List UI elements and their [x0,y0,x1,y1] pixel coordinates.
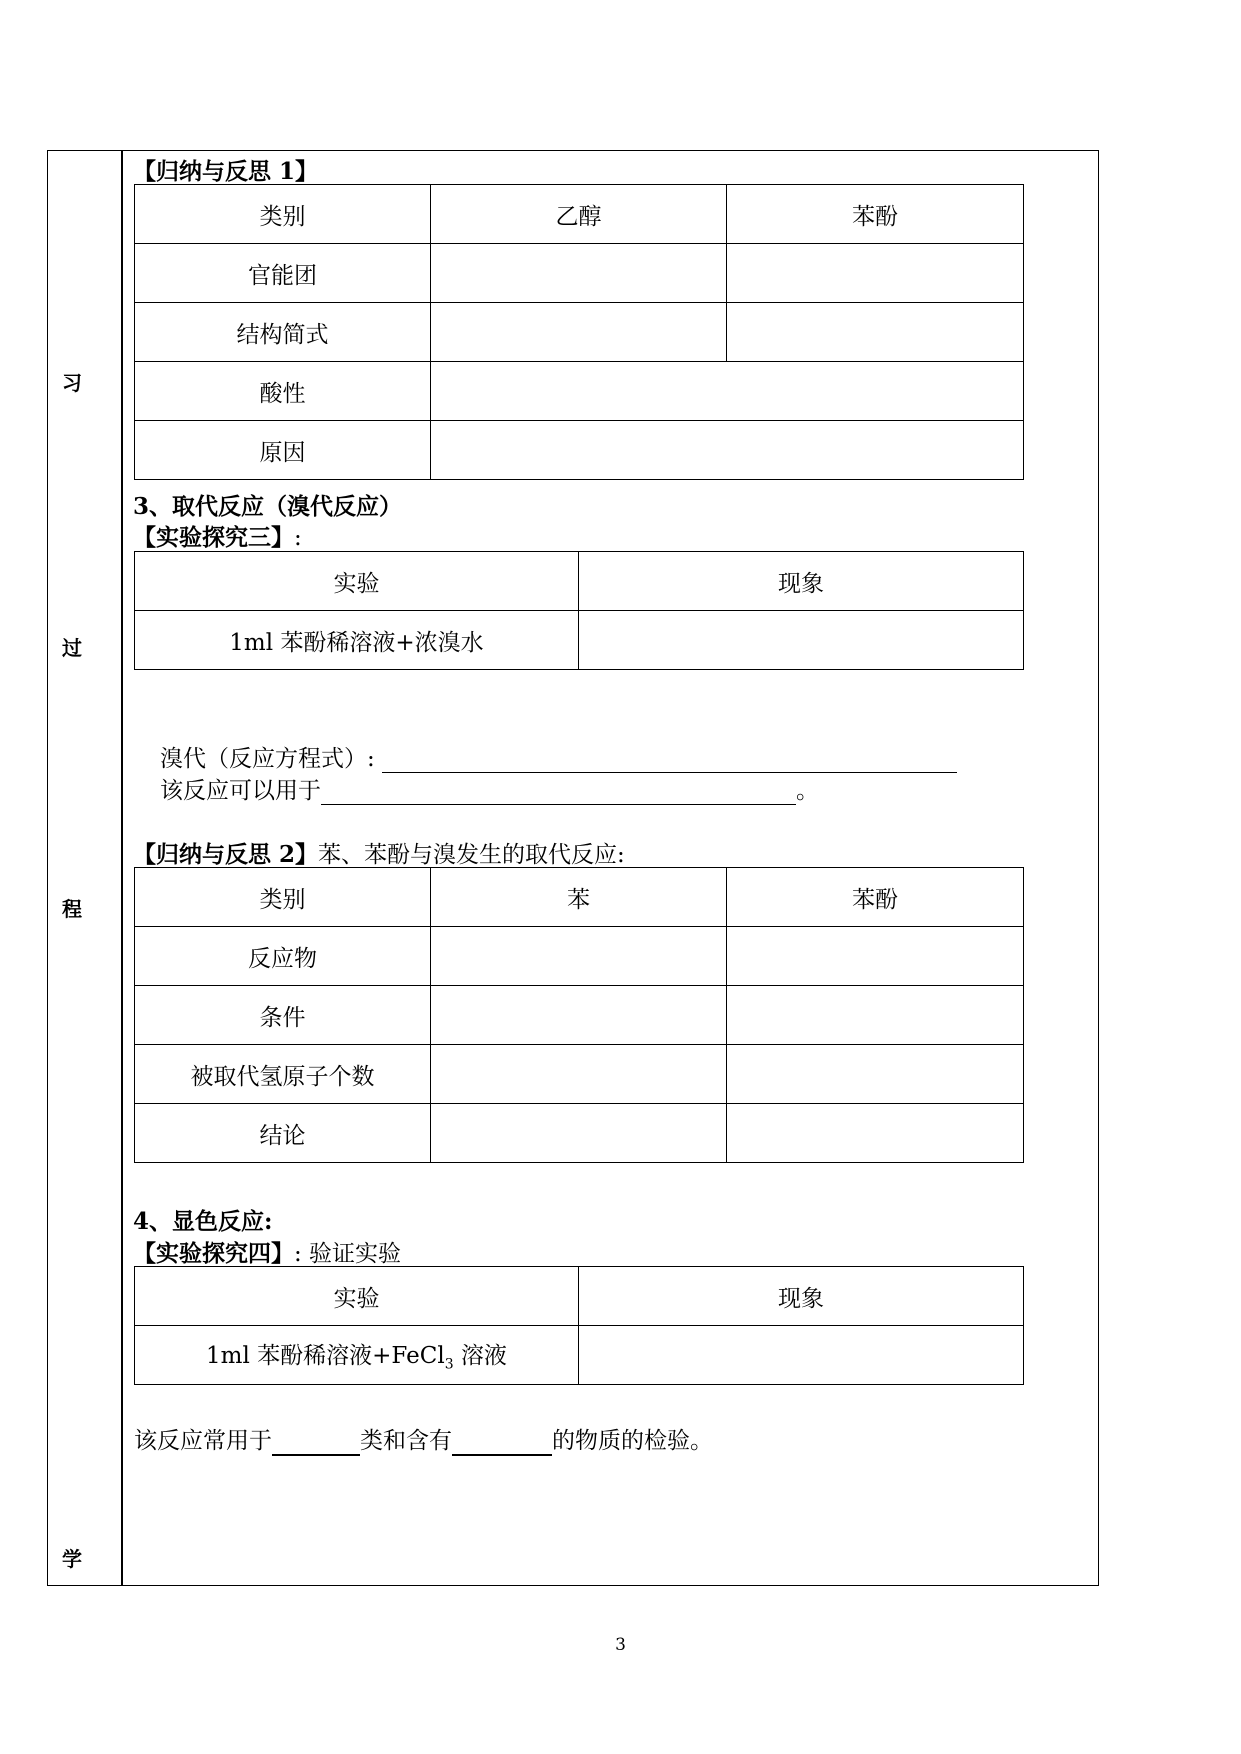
side-column-divider [121,150,123,1586]
bromination-equation-line [160,740,957,773]
usage-blank-1[interactable] [272,1428,360,1456]
answer-cell[interactable] [727,986,1024,1045]
page-number: 3 [615,1635,626,1655]
table-row [135,1045,1024,1104]
side-char-4: 学 [62,1547,82,1571]
table-header-cell: 实验 [135,1267,579,1326]
table-header-cell: 苯 [431,868,727,927]
answer-cell[interactable] [727,1045,1024,1104]
usage-blank-2[interactable] [452,1428,552,1456]
table-header-cell: 现象 [579,1267,1024,1326]
experiment-4-suffix: : 验证实验 [294,1241,402,1267]
table-row [135,185,1024,244]
side-char-1: 习 [62,371,82,395]
table-row [135,244,1024,303]
table-row [135,1267,1024,1326]
table-header-cell: 类别 [135,185,431,244]
answer-cell[interactable] [431,421,1024,480]
answer-cell[interactable] [431,1104,727,1163]
reflection-1-heading: 【归纳与反思 1】 [133,158,319,185]
reflection-2-heading [133,836,625,869]
answer-cell[interactable] [727,303,1024,362]
row-label-cell: 被取代氢原子个数 [135,1045,431,1104]
table-row [135,611,1024,670]
reflection-1-table [134,184,1024,480]
equation-label: 溴代（反应方程式）: [160,746,375,772]
answer-cell[interactable] [431,303,727,362]
row-label-cell: 官能团 [135,244,431,303]
row-label-cell: 结构简式 [135,303,431,362]
observation-cell[interactable] [579,611,1024,670]
table-header-cell: 苯酚 [727,185,1024,244]
usage-part-3: 的物质的检验。 [552,1428,713,1454]
answer-cell[interactable] [431,986,727,1045]
usage-part-2: 类和含有 [360,1428,452,1454]
table-row [135,362,1024,421]
equation-blank[interactable] [382,746,957,773]
row-label-cell: 结论 [135,1104,431,1163]
answer-cell[interactable] [431,362,1024,421]
experiment-4-label: 【实验探究四】 [133,1240,294,1267]
observation-cell[interactable] [579,1326,1024,1385]
usage-suffix: 。 [796,778,819,804]
answer-cell[interactable] [727,927,1024,986]
usage-prefix: 该反应可以用于 [160,778,321,804]
table-row [135,552,1024,611]
side-char-3: 程 [62,897,82,921]
row-label-cell: 反应物 [135,927,431,986]
usage-blank[interactable] [321,778,796,805]
answer-cell[interactable] [431,1045,727,1104]
experiment-cell [135,1326,579,1385]
section-3-title: 3、取代反应（溴代反应） [133,493,403,520]
reflection-2-table [134,867,1024,1163]
table-row [135,421,1024,480]
table-header-cell: 实验 [135,552,579,611]
subscript: 3 [444,1356,454,1373]
experiment-text-suffix: 溶液 [453,1343,507,1370]
answer-cell[interactable] [727,244,1024,303]
row-label-cell: 酸性 [135,362,431,421]
experiment-3-table [134,551,1024,670]
usage-part-1: 该反应常用于 [134,1428,272,1454]
answer-cell[interactable] [431,927,727,986]
usage-line [160,772,819,805]
experiment-4-heading [133,1235,401,1268]
experiment-text: 1ml 苯酚稀溶液+FeCl [206,1343,445,1370]
reflection-2-text: 苯、苯酚与溴发生的取代反应: [318,842,625,868]
answer-cell[interactable] [431,244,727,303]
table-row [135,868,1024,927]
answer-cell[interactable] [727,1104,1024,1163]
table-header-cell: 苯酚 [727,868,1024,927]
color-reaction-usage-line [134,1422,713,1456]
reflection-2-label: 【归纳与反思 2】 [133,841,319,868]
experiment-3-suffix: : [294,525,302,551]
experiment-3-label: 【实验探究三】 [133,524,294,551]
row-label-cell: 条件 [135,986,431,1045]
table-row [135,1104,1024,1163]
table-row [135,986,1024,1045]
table-row [135,927,1024,986]
table-header-cell: 类别 [135,868,431,927]
experiment-4-table [134,1266,1024,1385]
table-row [135,303,1024,362]
table-row [135,1326,1024,1385]
row-label-cell: 原因 [135,421,431,480]
section-4-title: 4、显色反应: [133,1208,273,1235]
experiment-3-heading [133,519,302,552]
side-char-2: 过 [62,636,82,660]
experiment-cell: 1ml 苯酚稀溶液+浓溴水 [135,611,579,670]
table-header-cell: 乙醇 [431,185,727,244]
table-header-cell: 现象 [579,552,1024,611]
